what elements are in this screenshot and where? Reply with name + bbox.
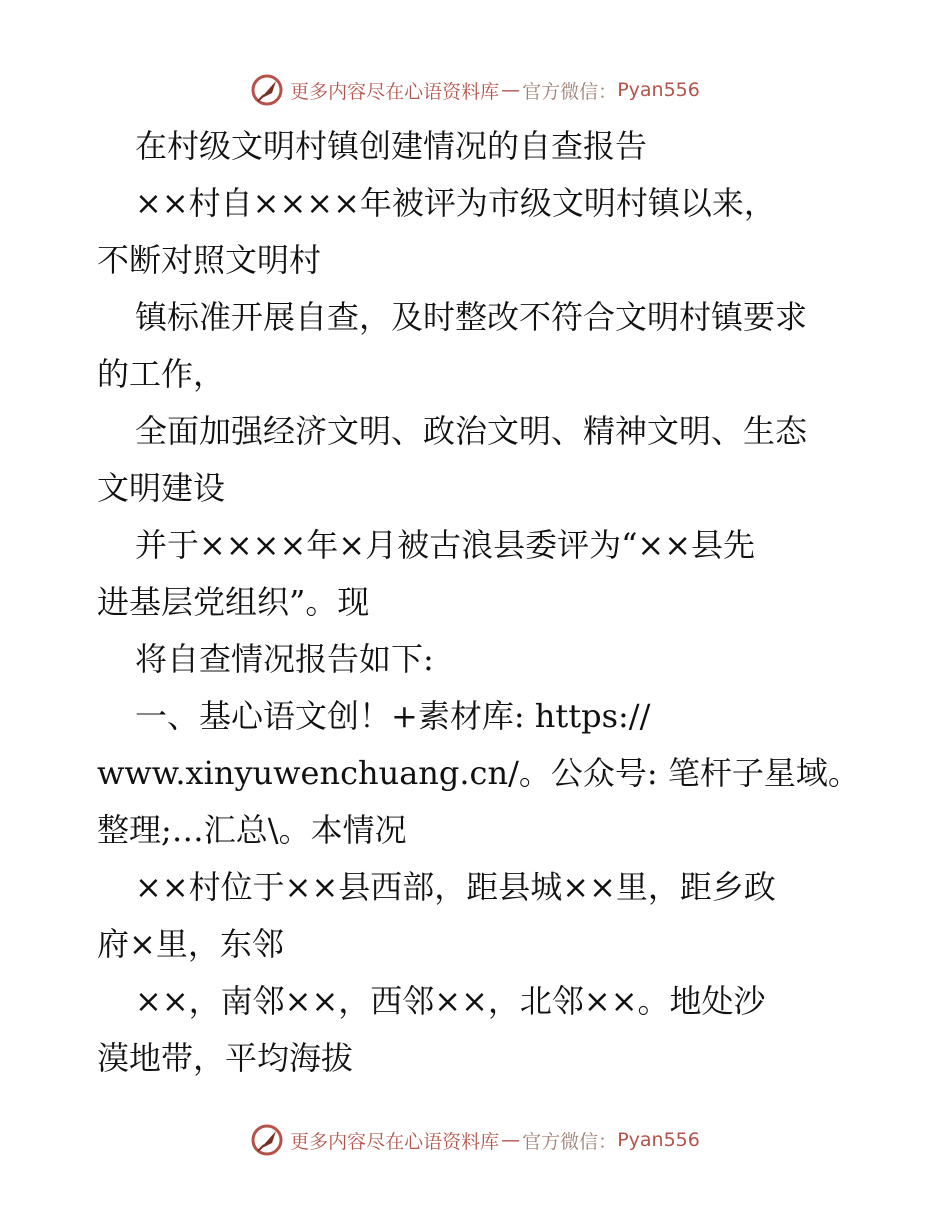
text-line: 的工作， [97,355,226,393]
text-line: 府×里，东邻 [97,925,284,963]
text-line: 并于××××年×月被古浪县委评为“××县先 [135,526,756,564]
footer-watermark-banner [0,1120,950,1160]
text-line: 整理;…汇总\。本情况 [97,811,407,849]
banner-separator: — [501,1129,521,1151]
text-line: 文明建设 [97,469,226,507]
text-line: ××，南邻××，西邻××，北邻××。地处沙 [135,982,766,1020]
text-line: 将自查情况报告如下: [135,640,434,678]
banner-text: 更多内容尽在心语资料库 [290,1130,500,1153]
quill-logo-icon [250,1123,284,1157]
text-line: 进基层党组织”。现 [97,583,370,621]
banner-text: 更多内容尽在心语资料库 [290,80,500,103]
banner-separator: — [501,79,521,101]
text-line: 全面加强经济文明、政治文明、精神文明、生态 [135,412,808,450]
banner-wechat-label: 官方微信： [522,1130,618,1153]
section-heading: 一、基心语文创！+素材库: https:// [135,697,651,735]
text-line: ××村位于××县西部，距县城××里，距乡政 [135,868,776,906]
text-line: www.xinyuwenchuang.cn/。公众号: 笔杆子星域。 [97,754,860,792]
text-line: 镇标准开展自查，及时整改不符合文明村镇要求 [135,298,808,336]
text-line: ××村自××××年被评为市级文明村镇以来， [135,184,776,222]
header-watermark-banner [0,70,950,110]
text-line: 不断对照文明村 [97,241,322,279]
banner-wechat-id: Pyan556 [617,79,700,101]
quill-logo-icon [250,73,284,107]
document-title: 在村级文明村镇创建情况的自查报告 [135,127,648,165]
text-line: 漠地带，平均海拔 [97,1039,354,1077]
document-body [97,118,860,1087]
banner-wechat-label: 官方微信： [522,80,618,103]
banner-wechat-id: Pyan556 [617,1129,700,1151]
